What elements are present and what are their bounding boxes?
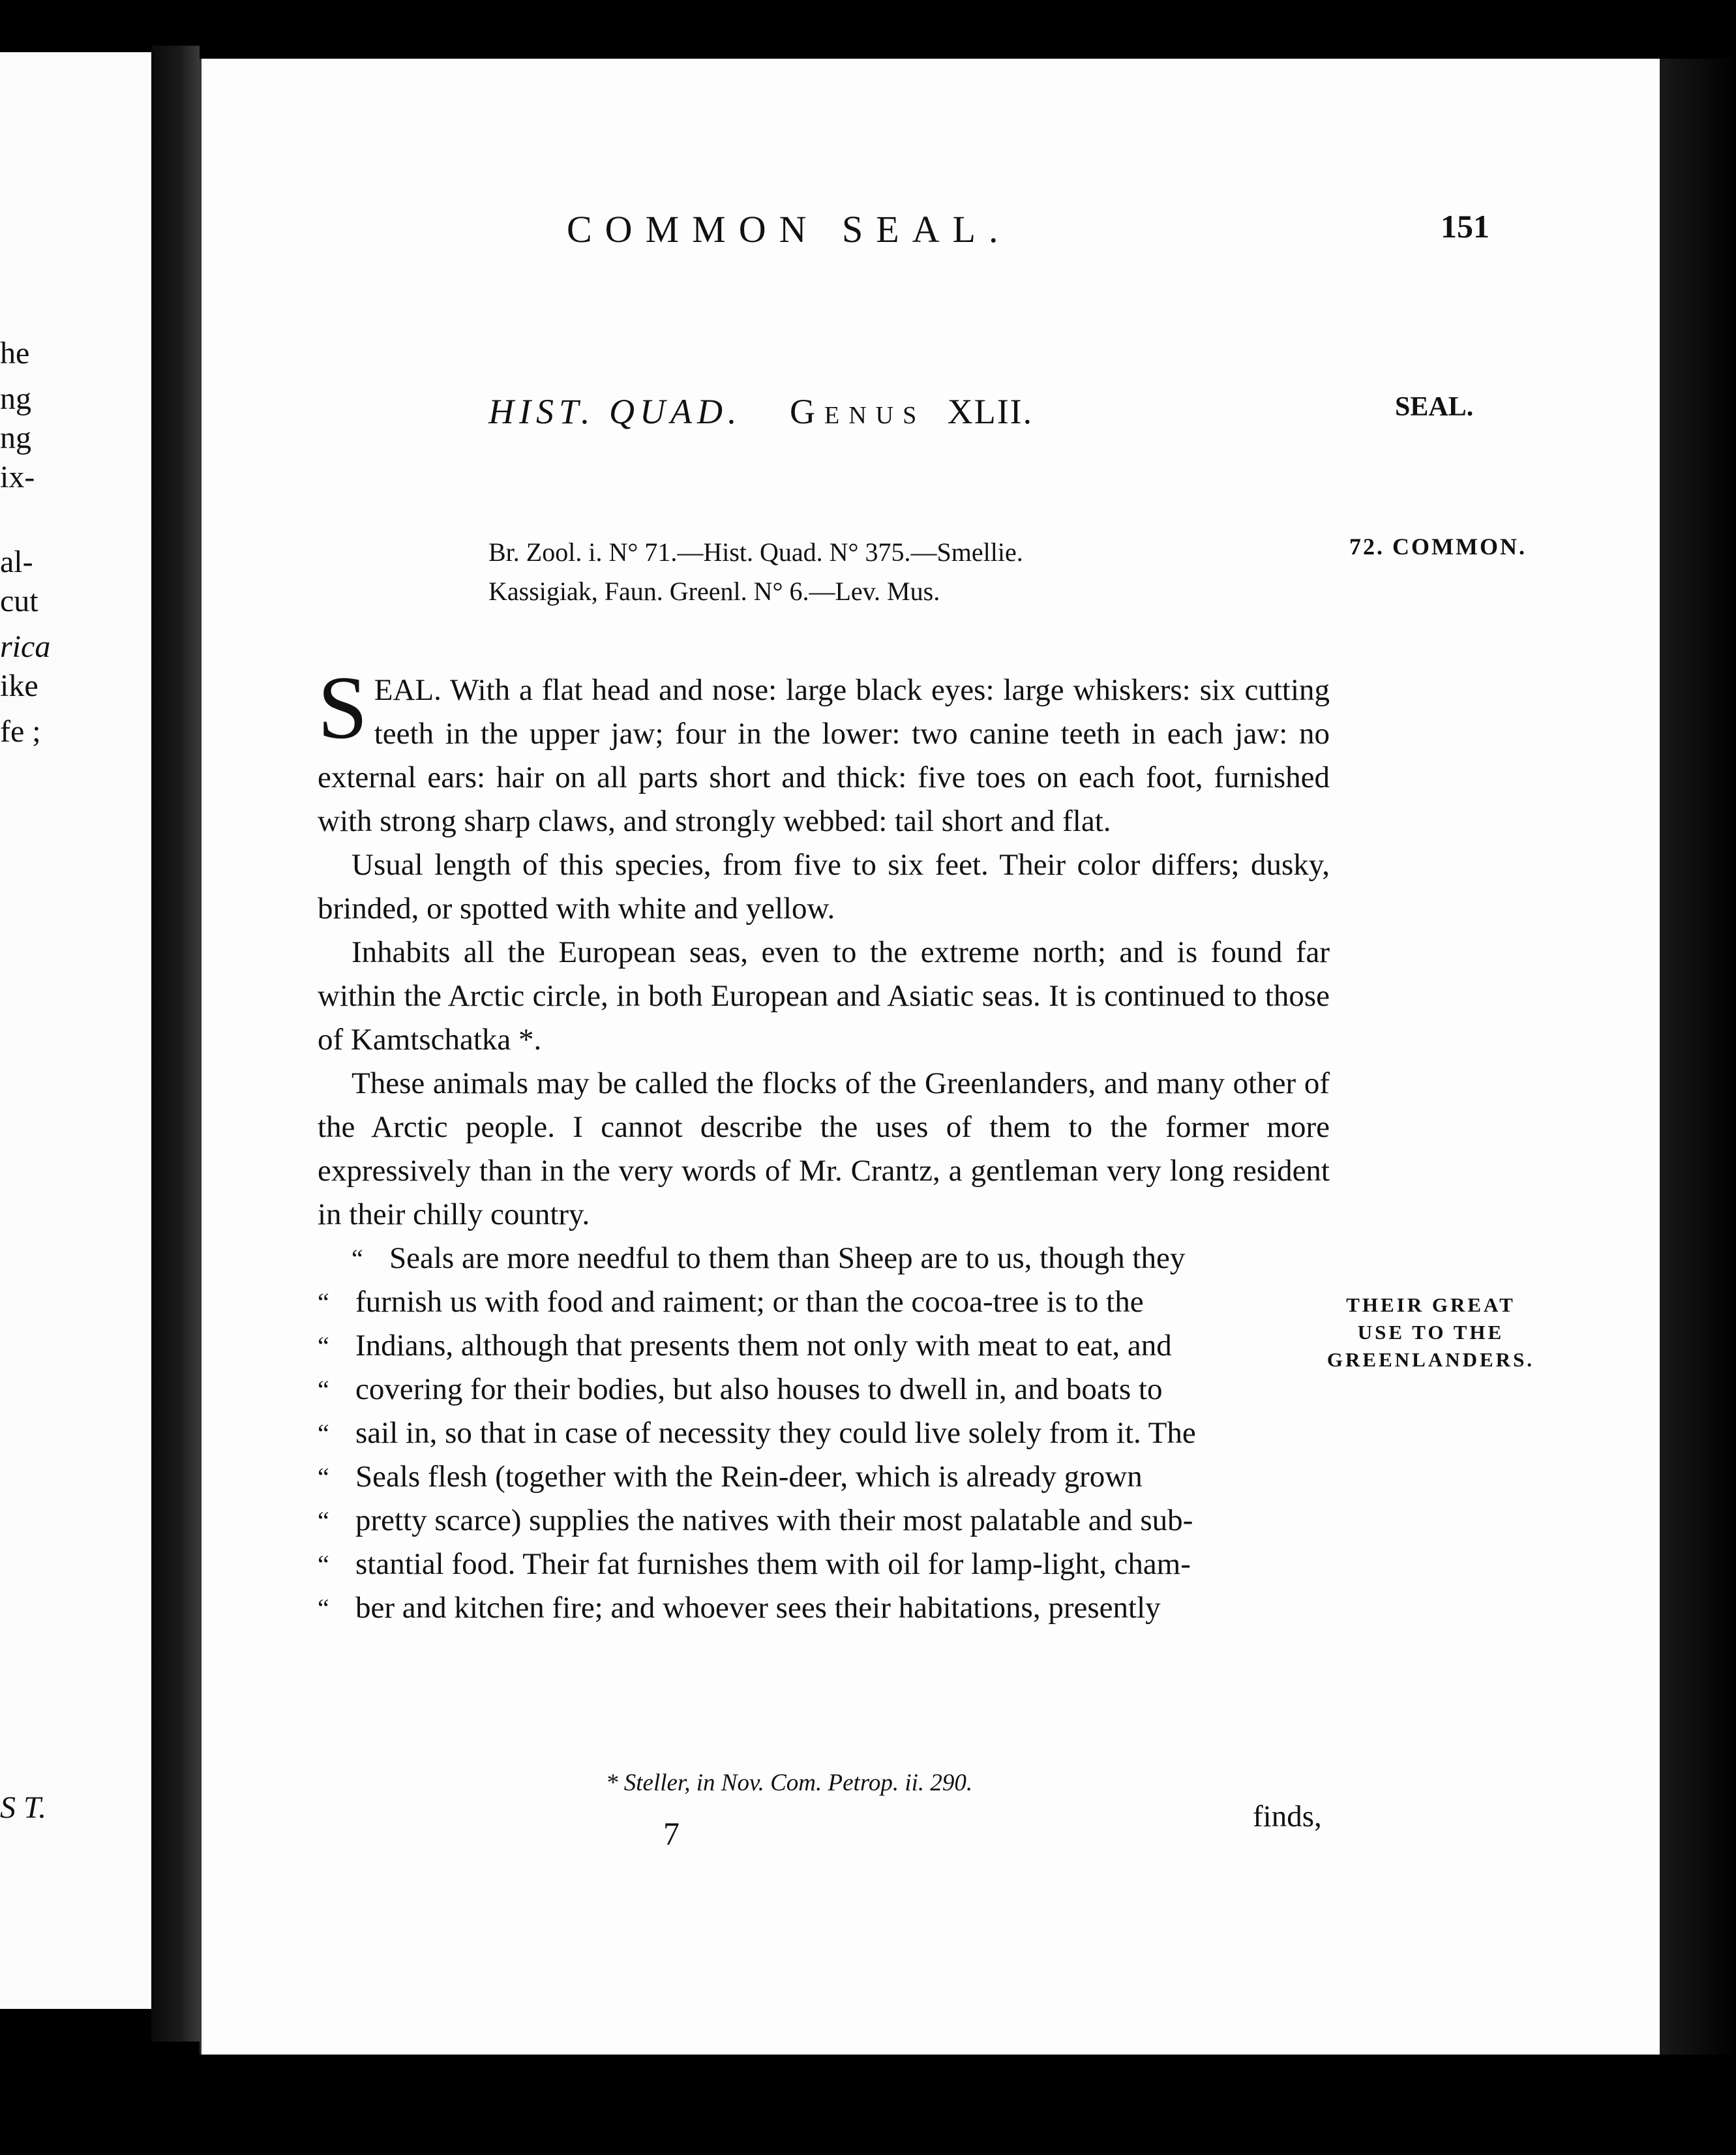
facing-page-text: he [0, 336, 30, 370]
quote-line: “ ber and kitchen fire; and whoever sees their habitations, presently [318, 1586, 1330, 1630]
page-number: 151 [1441, 208, 1489, 245]
book-page [200, 59, 1660, 2055]
reference-line: Br. Zool. i. N° 71.—Hist. Quad. N° 375.—Smellie. [488, 537, 1023, 567]
paragraph: Usual length of this species, from five to six feet. Their color differs; dusky, brinded, or spotted with white and yellow. [318, 848, 1330, 926]
drop-cap: S [318, 657, 368, 757]
quote-line: “ Seals flesh (together with the Rein-deer, which is already grown [318, 1455, 1330, 1499]
references [488, 533, 1023, 611]
quote-line: “ Seals are more needful to them than Sheep are to us, though they [318, 1237, 1330, 1280]
catchword: finds, [1253, 1800, 1322, 1833]
quote-line: “ stantial food. Their fat furnishes them with oil for lamp-light, cham- [318, 1543, 1330, 1586]
facing-page-text: fe ; [0, 714, 41, 749]
quote-line: “ covering for their bodies, but also houses to dwell in, and boats to [318, 1368, 1330, 1411]
quote-line: “ sail in, so that in case of necessity they could live solely from it. The [318, 1411, 1330, 1455]
body-text [318, 657, 1330, 1630]
quote-line: “ pretty scarce) supplies the natives with their most palatable and sub- [318, 1499, 1330, 1543]
facing-page-text: ike [0, 669, 38, 703]
facing-page-text: ng [0, 421, 31, 455]
book-gutter [151, 46, 200, 2042]
facing-page-text: S T. [0, 1790, 47, 1825]
signature-mark: 7 [663, 1815, 680, 1852]
quote-line: “ Indians, although that presents them not only with meat to eat, and [318, 1324, 1330, 1368]
footnote: * Steller, in Nov. Com. Petrop. ii. 290. [606, 1770, 973, 1796]
reference-line: Kassigiak, Faun. Greenl. N° 6.—Lev. Mus. [488, 577, 940, 606]
facing-page-text: ix- [0, 460, 35, 494]
paragraph [318, 657, 1330, 843]
margin-note-greenlanders: THEIR GREAT USE TO THE GREENLANDERS. [1326, 1293, 1535, 1371]
margin-note-seal: SEAL. [1395, 392, 1474, 422]
paragraph: Inhabits all the European seas, even to the extreme north; and is found far within the Arctic circle, in both European and Asiatic seas. It is continued to those of Kamtschatka *. [318, 935, 1330, 1057]
facing-page-text: rica [0, 629, 51, 664]
genus-heading [488, 391, 1033, 432]
facing-page-text: al- [0, 545, 33, 579]
facing-page [0, 52, 154, 2009]
facing-page-text: ng [0, 382, 31, 416]
genus-label: Genus [789, 392, 926, 431]
paragraph-text: EAL. With a flat head and nose: large black eyes: large whiskers: six cutting teeth in the upper jaw; four in the lower: two canine teeth in each jaw: no external ears: hair on all parts short and thick: five toes on each foot, furnished with strong sharp claws, and strongly webbed: tail short and flat. [318, 673, 1330, 838]
paragraph: These animals may be called the flocks of the Greenlanders, and many other of the Arctic people. I cannot describe the uses of them to the former more expressively than in the very words of Mr. Crantz, a gentleman very long resident in their chilly country. [318, 1066, 1330, 1231]
quote-line: “ furnish us with food and raiment; or than the cocoa-tree is to the [318, 1280, 1330, 1324]
genus-number: XLII. [947, 392, 1034, 431]
page-edge-shadow [1658, 59, 1736, 2055]
running-head: COMMON SEAL. [567, 208, 1011, 250]
hist-quad-label: HIST. QUAD. [488, 392, 742, 431]
facing-page-text: cut [0, 584, 38, 618]
margin-note-common: 72. COMMON. [1349, 534, 1527, 560]
